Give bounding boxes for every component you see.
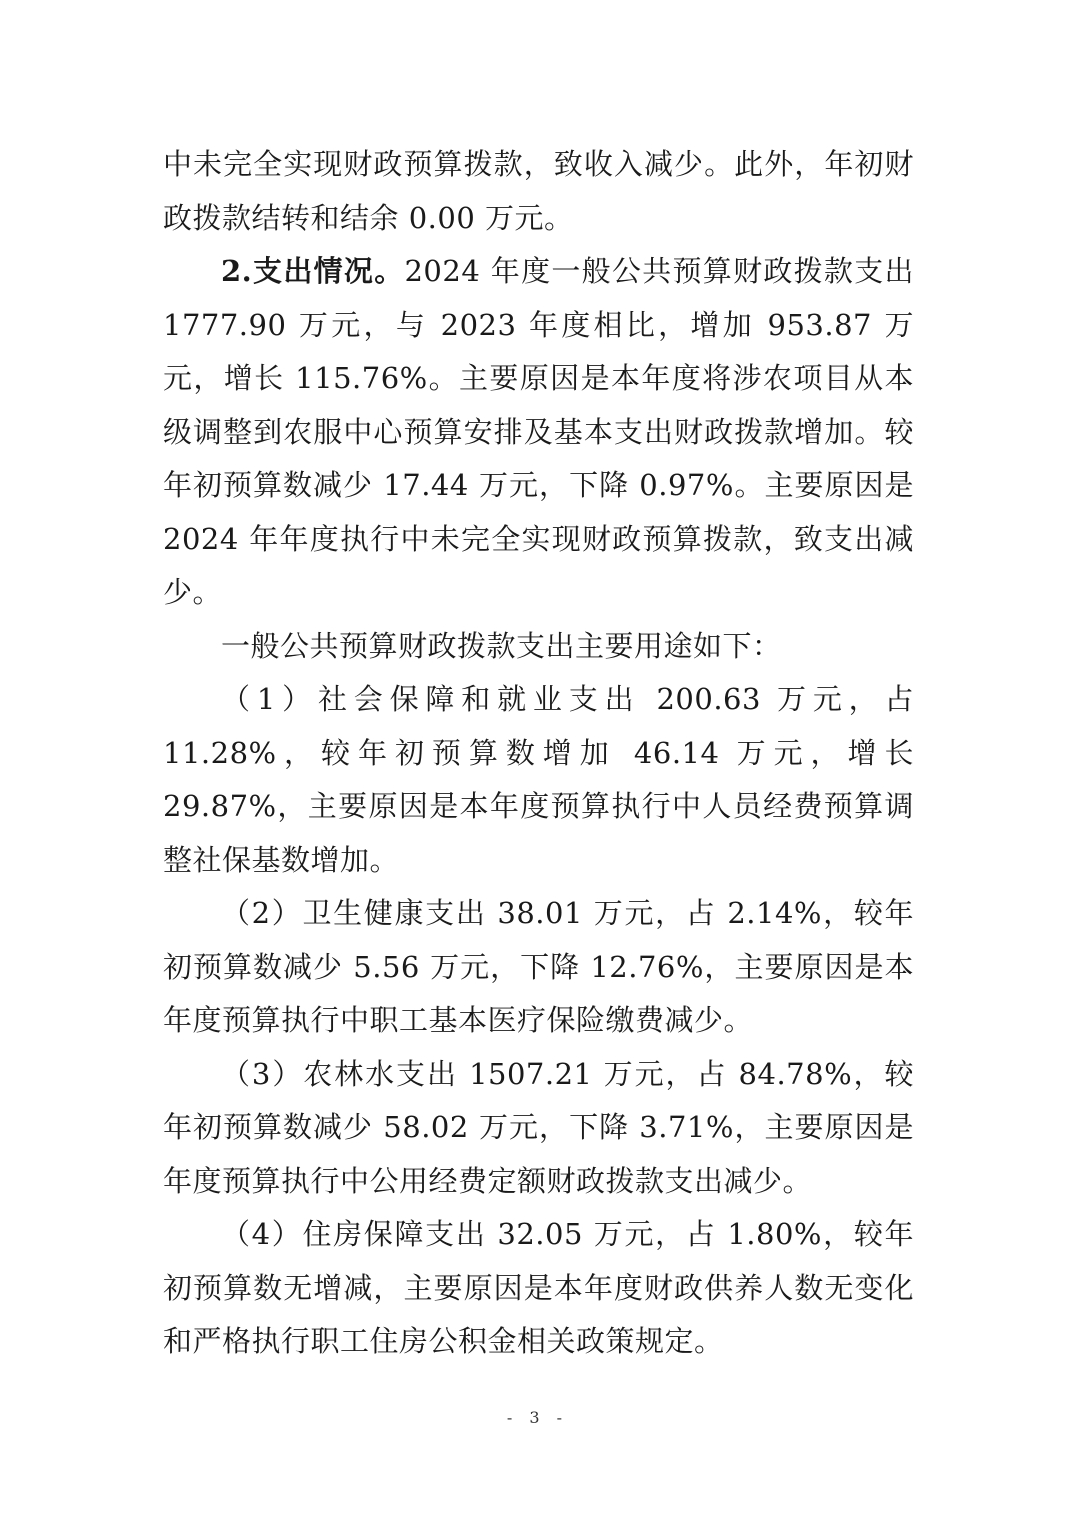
paragraph-text: （4）住房保障支出 32.05 万元，占 1.80%，较年初预算数无增减，主要原因是本年度财政供养人数无变化和严格执行职工住房公积金相关政策规定。	[163, 1217, 914, 1358]
paragraph-expenditure-overview	[163, 245, 914, 620]
paragraph-item-health	[163, 887, 914, 1048]
paragraph-text: （2）卫生健康支出 38.01 万元，占 2.14%，较年初预算数减少 5.56 万元，下降 12.76%，主要原因是本年度预算执行中职工基本医疗保险缴费减少。	[163, 896, 914, 1037]
paragraph-usage-intro	[163, 620, 914, 674]
paragraph-text: 一般公共预算财政拨款支出主要用途如下：	[221, 628, 782, 663]
paragraph-continuation	[163, 138, 914, 245]
paragraph-item-housing	[163, 1208, 914, 1369]
paragraph-text: （3）农林水支出 1507.21 万元，占 84.78%，较年初预算数减少 58.02 万元，下降 3.71%，主要原因是年度预算执行中公用经费定额财政拨款支出减少。	[163, 1056, 914, 1198]
paragraph-text: （1）社会保障和就业支出 200.63 万元，占 11.28%，较年初预算数增加 46.14 万元，增长 29.87%，主要原因是本年度预算执行中人员经费预算调整社保基数增加。	[163, 682, 914, 877]
paragraph-text: 2024 年度一般公共预算财政拨款支出 1777.90 万元，与 2023 年度相比，增加 953.87 万元，增长 115.76%。主要原因是本年度将涉农项目从本级调整到农服中心预算安排及基本支出财政拨款增加。较年初预算数减少 17.44 万元，下降 0.97%。主要原因是 2024 年年度执行中未完全实现财政预算拨款，致支出减少。	[163, 254, 914, 609]
section-heading: 2.支出情况。	[221, 254, 405, 288]
paragraph-item-agriculture	[163, 1048, 914, 1209]
page-number: - 3 -	[506, 1408, 569, 1427]
body-text	[163, 138, 914, 1369]
paragraph-item-social-security	[163, 673, 914, 887]
paragraph-text: 中未完全实现财政预算拨款，致收入减少。此外，年初财政拨款结转和结余 0.00 万元。	[163, 147, 914, 235]
